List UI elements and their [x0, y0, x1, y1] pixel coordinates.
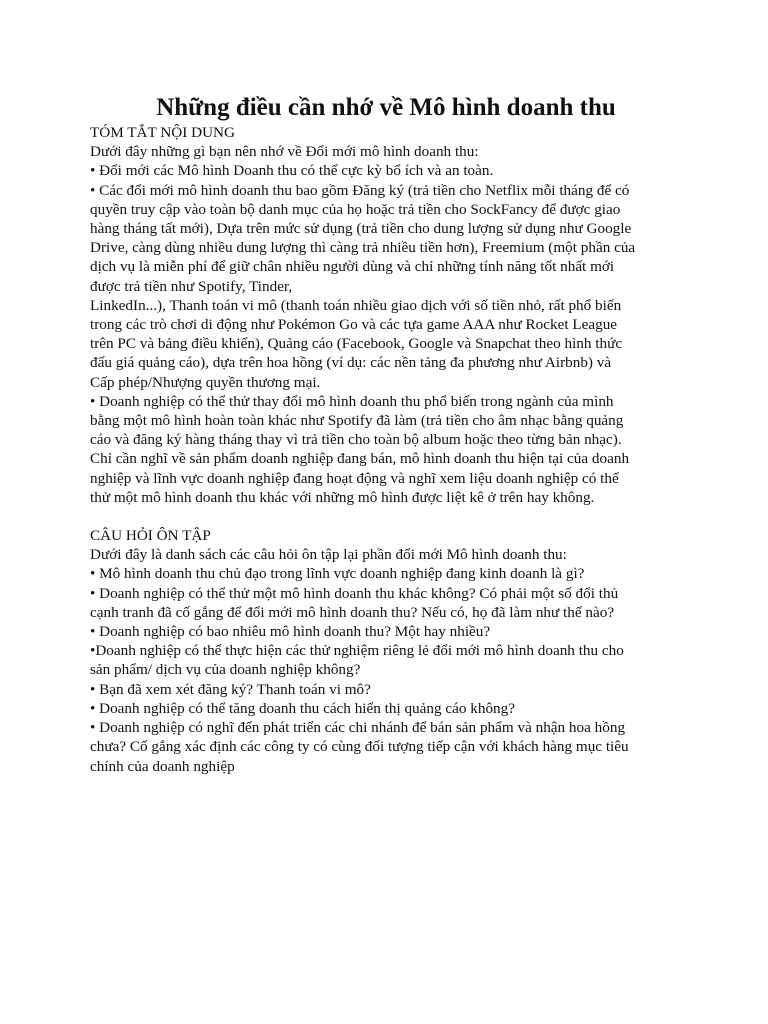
summary-line: • Doanh nghiệp có thể thử thay đổi mô hình doanh thu phổ biến trong ngành của mình	[90, 392, 614, 410]
section-spacer	[90, 507, 682, 526]
review-line: chưa? Cố gắng xác định các công ty có cùng đối tượng tiếp cận với khách hàng mục tiêu	[90, 738, 629, 756]
summary-line: dịch vụ là miễn phí để giữ chân nhiều người dùng và chỉ những tính năng tốt nhất mới	[90, 258, 615, 276]
review-line: • Bạn đã xem xét đăng ký? Thanh toán vi mô?	[90, 680, 371, 698]
review-line: • Doanh nghiệp có thể tăng doanh thu cách hiển thị quảng cáo không?	[90, 699, 515, 717]
document-title: Những điều cần nhớ về Mô hình doanh thu	[156, 94, 616, 121]
review-section	[90, 526, 682, 776]
summary-line: Drive, càng dùng nhiều dung lượng thì càng trả nhiều tiền hơn), Freemium (một phần của	[90, 239, 636, 257]
review-line: • Doanh nghiệp có nghĩ đến phát triển các chi nhánh để bán sản phẩm và nhận hoa hồng	[90, 719, 626, 737]
summary-line: được trả tiền như Spotify, Tinder,	[90, 277, 293, 295]
summary-line: nghiệp và lĩnh vực doanh nghiệp đang hoạt động và nghĩ xem liệu doanh nghiệp có thể	[90, 469, 619, 487]
summary-section	[90, 123, 682, 507]
summary-line: thử một mô hình doanh thu khác với những mô hình được liệt kê ở trên hay không.	[90, 488, 595, 506]
summary-line: • Đổi mới các Mô hình Doanh thu có thể cực kỳ bổ ích và an toàn.	[90, 162, 494, 180]
review-line: • Mô hình doanh thu chủ đạo trong lĩnh vực doanh nghiệp đang kinh doanh là gì?	[90, 565, 585, 583]
summary-line: • Các đổi mới mô hình doanh thu bao gồm Đăng ký (trả tiền cho Netflix mỗi tháng để có	[90, 181, 630, 199]
summary-line: hàng tháng tất mới), Dựa trên mức sử dụng (trả tiền cho dung lượng sử dụng như Google	[90, 220, 632, 238]
review-line: chính của doanh nghiệp	[90, 757, 235, 775]
document-page	[90, 93, 682, 776]
summary-heading: TÓM TẮT NỘI DUNG	[90, 124, 235, 141]
summary-line: đấu giá quảng cáo), dựa trên hoa hồng (ví dụ: các nền tảng đa phương như Airbnb) và	[90, 354, 612, 372]
review-heading: CÂU HỎI ÔN TẬP	[90, 527, 211, 545]
summary-line: Cấp phép/Nhượng quyền thương mại.	[90, 373, 321, 391]
summary-line: quyền truy cập vào toàn bộ danh mục của họ hoặc trả tiền cho SockFancy để được giao	[90, 200, 621, 218]
review-line: cạnh tranh đã cố gắng để đổi mới mô hình doanh thu? Nếu có, họ đã làm như thế nào?	[90, 603, 615, 621]
summary-line: LinkedIn...), Thanh toán vi mô (thanh toán nhiều giao dịch với số tiền nhỏ, rất phổ biến	[90, 296, 622, 314]
review-line: • Doanh nghiệp có thể thử một mô hình doanh thu khác không? Có phải một số đối thủ	[90, 584, 619, 602]
review-line: sản phẩm/ dịch vụ của doanh nghiệp không?	[90, 661, 361, 679]
review-line: • Doanh nghiệp có bao nhiêu mô hình doanh thu? Một hay nhiều?	[90, 623, 491, 641]
summary-line: Chỉ cần nghĩ về sản phẩm doanh nghiệp đang bán, mô hình doanh thu hiện tại của doanh	[90, 450, 630, 468]
summary-line: Dưới đây những gì bạn nên nhớ về Đổi mới mô hình doanh thu:	[90, 143, 479, 161]
summary-line: trong các trò chơi di động như Pokémon Go và các tựa game AAA như Rocket League	[90, 316, 618, 334]
summary-line: trên PC và bảng điều khiển), Quảng cáo (Facebook, Google và Snapchat theo hình thức	[90, 335, 623, 353]
review-line: •Doanh nghiệp có thể thực hiện các thử nghiệm riêng lẻ đổi mới mô hình doanh thu cho	[90, 642, 624, 660]
review-line: Dưới đây là danh sách các câu hỏi ôn tập lại phần đổi mới Mô hình doanh thu:	[90, 546, 567, 564]
summary-line: cáo và đăng ký hàng tháng thay vì trả tiền cho toàn bộ album hoặc theo từng bản nhạc).	[90, 431, 622, 449]
summary-line: bằng một mô hình hoàn toàn khác như Spotify đã làm (trả tiền cho âm nhạc bằng quảng	[90, 412, 624, 430]
